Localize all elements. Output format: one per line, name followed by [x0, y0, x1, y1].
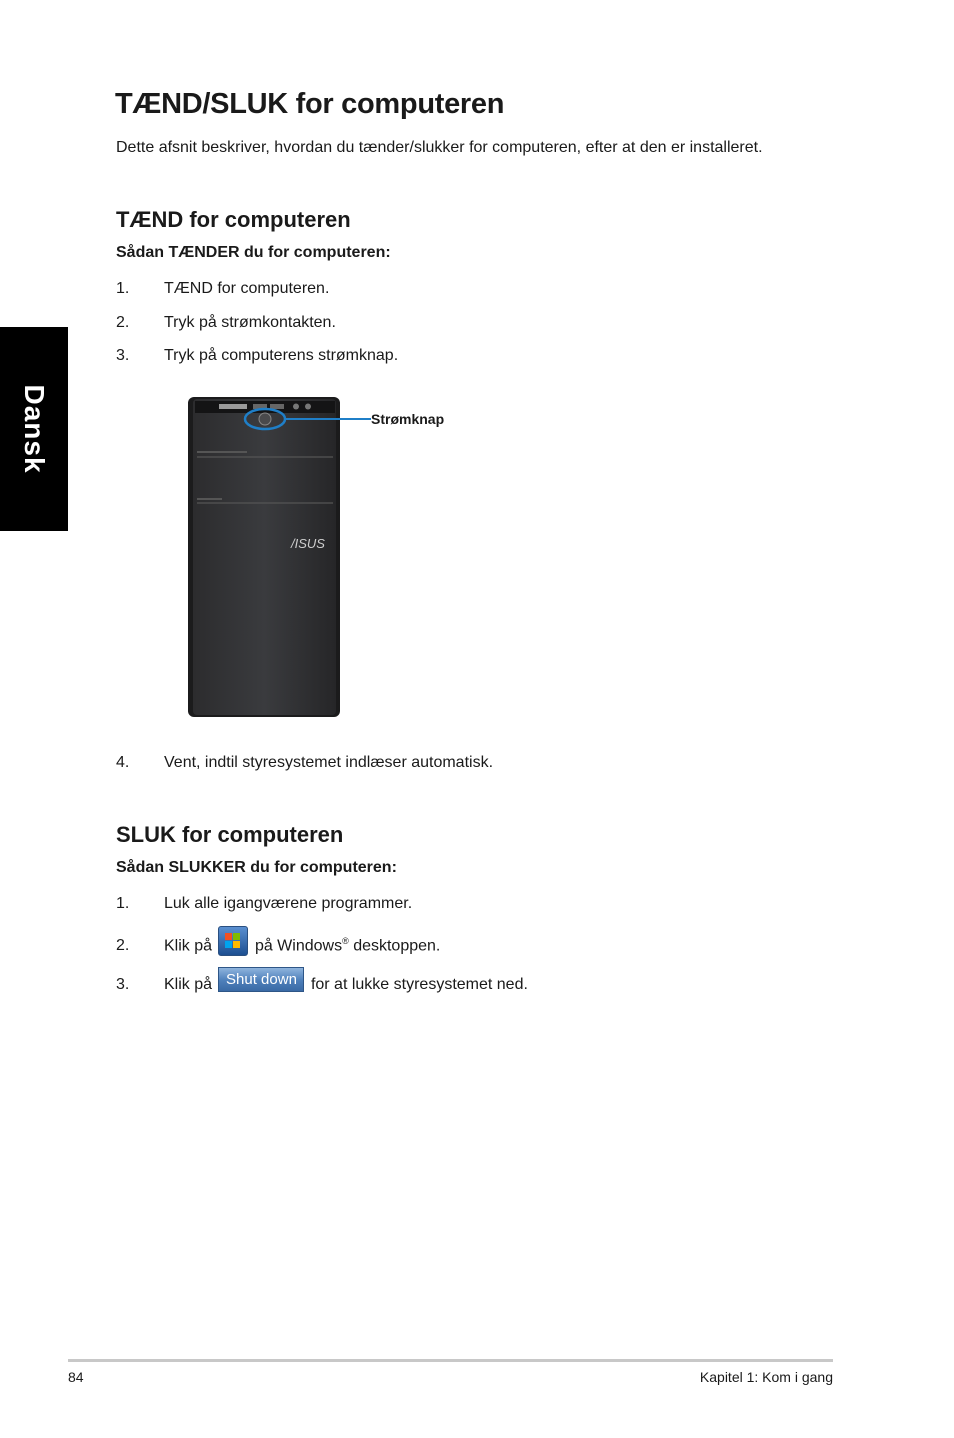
- power-on-step-1: 1. TÆND for computeren.: [116, 280, 330, 297]
- footer-divider: [68, 1359, 833, 1362]
- power-on-subheading: Sådan TÆNDER du for computeren:: [116, 244, 391, 261]
- power-off-heading: SLUK for computeren: [116, 822, 344, 847]
- power-off-step-3: 3. Klik på Shut down for at lukke styresystemet ned.: [116, 976, 528, 994]
- shut-down-button-image: Shut down: [218, 967, 304, 992]
- power-button-callout: Strømknap: [371, 411, 445, 427]
- power-off-subheading: Sådan SLUKKER du for computeren:: [116, 859, 397, 876]
- power-on-heading: TÆND for computeren: [116, 207, 351, 232]
- intro-paragraph: Dette afsnit beskriver, hvordan du tænder/slukker for computeren, efter at den er installeret.: [116, 139, 763, 156]
- language-side-tab: [0, 327, 68, 531]
- page-number: 84: [68, 1369, 84, 1385]
- power-on-step-2: 2. Tryk på strømkontakten.: [116, 314, 336, 331]
- power-button-icon: [259, 413, 271, 425]
- brand-logo-icon: /ISUS: [291, 536, 325, 551]
- power-on-step-3: 3. Tryk på computerens strømknap.: [116, 347, 399, 364]
- page-title: TÆND/SLUK for computeren: [115, 88, 505, 120]
- windows-start-icon: [218, 926, 248, 956]
- computer-tower-illustration: [185, 395, 460, 720]
- power-on-step-4: 4. Vent, indtil styresystemet indlæser automatisk.: [116, 754, 494, 771]
- power-off-step-1: 1. Luk alle igangværene programmer.: [116, 895, 413, 912]
- language-label: Dansk: [19, 384, 50, 474]
- chapter-label: Kapitel 1: Kom i gang: [699, 1369, 833, 1385]
- power-off-step-2: 2. Klik på på Windows® desktoppen.: [116, 936, 440, 956]
